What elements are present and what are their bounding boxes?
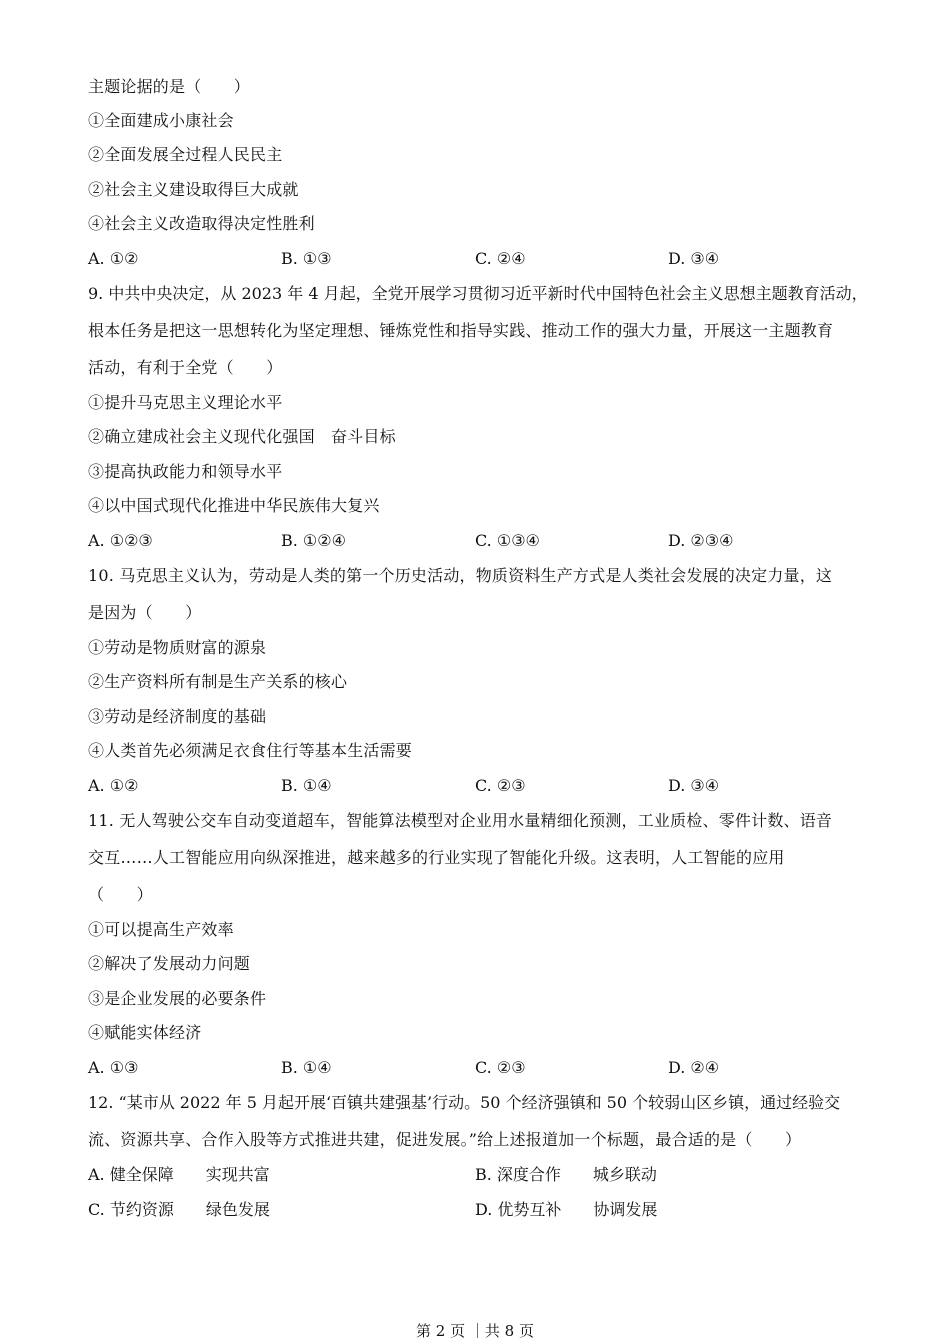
q11-item-4: ④赋能实体经济 <box>88 1023 202 1042</box>
q9-option-c[interactable]: C. ①③④ <box>475 531 540 550</box>
q11-stem-line-3: （ ） <box>88 885 153 904</box>
q10-option-a[interactable]: A. ①② <box>88 776 139 795</box>
q8-option-c[interactable]: C. ②④ <box>475 249 526 268</box>
q10-stem-line-2: 是因为（ ） <box>88 603 202 622</box>
q9-option-b[interactable]: B. ①②④ <box>281 531 346 550</box>
q11-option-d[interactable]: D. ②④ <box>668 1058 720 1077</box>
q10-item-4: ④人类首先必须满足衣食住行等基本生活需要 <box>88 741 413 760</box>
q10-item-3: ③劳动是经济制度的基础 <box>88 707 267 726</box>
q10-item-1: ①劳动是物质财富的源泉 <box>88 638 267 657</box>
q11-stem-line-1: 11. 无人驾驶公交车自动变道超车，智能算法模型对企业用水量精细化预测，工业质检、零件计数、语音 <box>88 811 833 830</box>
q9-item-3: ③提高执政能力和领导水平 <box>88 462 283 481</box>
q10-option-d[interactable]: D. ③④ <box>668 776 720 795</box>
q9-stem-line-1: 9. 中共中央决定，从 2023 年 4 月起，全党开展学习贯彻习近平新时代中国特色社会主义思想主题教育活动， <box>88 284 868 303</box>
q12-stem-line-2: 流、资源共享、合作入股等方式推进共建，促进发展。”给上述报道加一个标题，最合适的是（ ） <box>88 1130 802 1149</box>
q11-option-a[interactable]: A. ①③ <box>88 1058 139 1077</box>
q10-option-b[interactable]: B. ①④ <box>281 776 332 795</box>
q8-option-a[interactable]: A. ①② <box>88 249 139 268</box>
q11-option-c[interactable]: C. ②③ <box>475 1058 526 1077</box>
q9-option-a[interactable]: A. ①②③ <box>88 531 153 550</box>
q11-stem-line-2: 交互……人工智能应用向纵深推进，越来越多的行业实现了智能化升级。这表明，人工智能的应用 <box>88 848 785 867</box>
q11-item-3: ③是企业发展的必要条件 <box>88 989 267 1008</box>
q8-item-2: ②全面发展全过程人民民主 <box>88 145 283 164</box>
q9-stem-line-2: 根本任务是把这一思想转化为坚定理想、锤炼党性和指导实践、推动工作的强大力量，开展这一主题教育 <box>88 321 834 340</box>
page-number-footer: 第 2 页 ｜共 8 页 <box>416 1322 534 1340</box>
q12-option-a[interactable]: A. 健全保障 实现共富 <box>88 1165 270 1184</box>
q12-option-d[interactable]: D. 优势互补 协调发展 <box>475 1200 658 1219</box>
q10-stem-line-1: 10. 马克思主义认为，劳动是人类的第一个历史活动，物质资料生产方式是人类社会发展的决定力量，这 <box>88 566 833 585</box>
q12-stem-line-1: 12. “某市从 2022 年 5 月起开展‘百镇共建强基’行动。50 个经济强镇和 50 个较弱山区乡镇，通过经验交 <box>88 1093 841 1112</box>
q11-option-b[interactable]: B. ①④ <box>281 1058 332 1077</box>
q8-option-b[interactable]: B. ①③ <box>281 249 332 268</box>
q9-item-2: ②确立建成社会主义现代化强国 奋斗目标 <box>88 427 396 446</box>
q9-option-d[interactable]: D. ②③④ <box>668 531 734 550</box>
q10-item-2: ②生产资料所有制是生产关系的核心 <box>88 672 348 691</box>
q11-item-2: ②解决了发展动力问题 <box>88 954 251 973</box>
q9-item-1: ①提升马克思主义理论水平 <box>88 393 283 412</box>
q9-item-4: ④以中国式现代化推进中华民族伟大复兴 <box>88 496 380 515</box>
q8-stem-tail: 主题论据的是（ ） <box>88 77 251 96</box>
q9-stem-line-3: 活动，有利于全党（ ） <box>88 358 283 377</box>
q8-item-1: ①全面建成小康社会 <box>88 111 234 130</box>
q8-option-d[interactable]: D. ③④ <box>668 249 720 268</box>
q10-option-c[interactable]: C. ②③ <box>475 776 526 795</box>
q8-item-4: ④社会主义改造取得决定性胜利 <box>88 214 315 233</box>
q11-item-1: ①可以提高生产效率 <box>88 920 234 939</box>
q12-option-b[interactable]: B. 深度合作 城乡联动 <box>475 1165 657 1184</box>
q12-option-c[interactable]: C. 节约资源 绿色发展 <box>88 1200 270 1219</box>
q8-item-3: ②社会主义建设取得巨大成就 <box>88 180 299 199</box>
